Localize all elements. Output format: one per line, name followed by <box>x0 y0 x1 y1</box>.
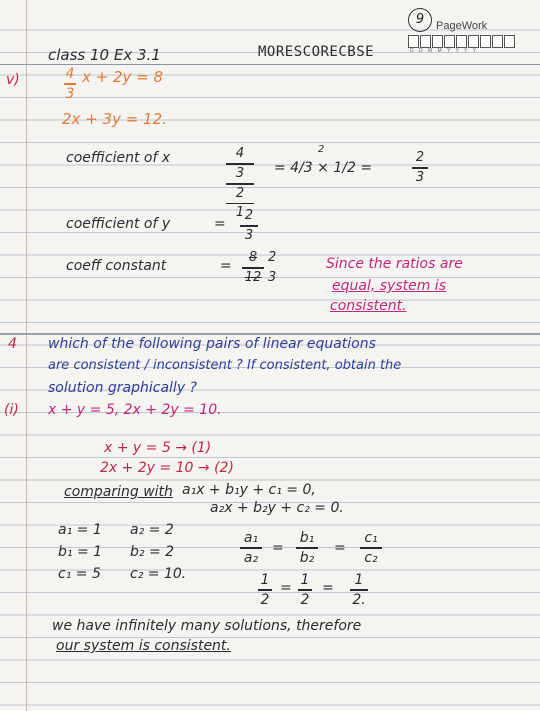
conclusion-line-2: our system is consistent. <box>56 638 231 654</box>
const-den-sub: 3 <box>268 270 277 285</box>
den: b₂ <box>299 549 315 566</box>
margin-line <box>26 0 27 711</box>
den: c₂ <box>364 549 378 566</box>
ratio-a <box>240 530 262 566</box>
note-line-1: Since the ratios are <box>326 256 463 272</box>
fraction-bar <box>360 547 382 549</box>
coef-a2: a₂ = 2 <box>130 522 174 538</box>
fraction-bar <box>296 547 318 549</box>
coef-b1: b₁ = 1 <box>58 544 103 560</box>
den: 3 <box>244 227 254 243</box>
question-number: 4 <box>8 336 17 352</box>
const-num-sup: 2 <box>268 250 277 265</box>
fraction-bar <box>240 225 258 227</box>
num: 2 <box>244 208 254 223</box>
fraction-bar <box>350 589 368 591</box>
date-box <box>480 35 491 48</box>
equation-pair: x + y = 5, 2x + 2y = 10. <box>48 402 222 418</box>
ratio-eq-1: = <box>272 540 284 556</box>
fraction-bar <box>64 83 76 85</box>
date-box <box>420 35 431 48</box>
note-line-2: equal, system is <box>332 278 446 294</box>
page-number-badge <box>408 8 504 54</box>
ratio-value-3 <box>350 572 368 608</box>
num: 4 <box>235 146 245 161</box>
date-box <box>504 35 515 48</box>
eq1-den: 3 <box>65 85 75 102</box>
den: 2. <box>352 591 366 608</box>
labelled-eq-2: 2x + 2y = 10 → (2) <box>100 460 234 476</box>
den: 3 <box>235 165 245 181</box>
num: a₁ <box>243 530 259 546</box>
num: c₁ <box>364 530 378 546</box>
header-rule <box>0 64 540 65</box>
site-label: MORESCORECBSE <box>258 44 375 60</box>
const-eq: = <box>220 258 232 274</box>
num: 1 <box>260 572 270 588</box>
eq2: 2x + 3y = 12. <box>62 110 167 128</box>
ratio-eq-4: = <box>322 580 334 596</box>
section-divider <box>0 333 540 335</box>
brand-label: PageWork <box>436 20 488 32</box>
general-eq-2: a₂x + b₂y + c₂ = 0. <box>210 500 344 516</box>
fraction-bar <box>226 163 254 165</box>
den: 3 <box>415 169 425 185</box>
coef-b2: b₂ = 2 <box>130 544 175 560</box>
coef-x-result <box>412 150 428 186</box>
comparing-label: comparing with <box>64 484 173 500</box>
eq1-fraction <box>64 66 76 102</box>
part-i-marker: (i) <box>4 402 19 418</box>
date-box <box>408 35 419 48</box>
date-box <box>444 35 455 48</box>
question-line-3: solution graphically ? <box>48 380 197 396</box>
general-eq-1: a₁x + b₁y + c₁ = 0, <box>182 482 316 498</box>
date-box <box>492 35 503 48</box>
note-line-3: consistent. <box>330 298 407 314</box>
conclusion-line-1: we have infinitely many solutions, therefore <box>52 618 362 634</box>
coef-x-step-sup: 2 <box>318 144 325 155</box>
coef-x-label: coefficient of x <box>66 150 171 166</box>
ratio-b <box>296 530 318 566</box>
ratio-eq-3: = <box>280 580 292 596</box>
fraction-bar <box>412 167 428 169</box>
question-line-1: which of the following pairs of linear equations <box>48 336 376 352</box>
coef-x-step: = 4/3 × 1/2 = <box>274 160 373 176</box>
ratio-c <box>360 530 382 566</box>
ratio-value-2 <box>298 572 312 608</box>
fraction-bar <box>242 267 264 269</box>
fraction-bar <box>240 547 262 549</box>
num: b₁ <box>299 530 315 546</box>
fraction-bar <box>258 589 272 591</box>
eq1-num: 4 <box>65 66 75 82</box>
class-label: class 10 Ex 3.1 <box>48 46 161 64</box>
den: 1 <box>235 205 245 220</box>
date-box <box>468 35 479 48</box>
fraction-bar <box>226 203 254 205</box>
fraction-bar <box>226 183 254 185</box>
fraction-bar <box>298 589 312 591</box>
eq1-rest: x + 2y = 8 <box>82 68 164 86</box>
coef-y-eq: = <box>214 216 226 232</box>
const-fraction <box>242 250 264 286</box>
question-line-2: are consistent / inconsistent ? If consistent, obtain the <box>48 358 402 373</box>
num: 2 <box>415 150 425 165</box>
num: 1 <box>300 572 310 588</box>
den: 12 <box>244 269 262 285</box>
coef-y-label: coefficient of y <box>66 216 171 232</box>
labelled-eq-1: x + y = 5 → (1) <box>104 440 212 456</box>
date-boxes <box>408 35 515 48</box>
num: 2 <box>235 185 245 201</box>
coef-a1: a₁ = 1 <box>58 522 102 538</box>
coef-y-fraction <box>240 208 258 244</box>
ratio-value-1 <box>258 572 272 608</box>
date-box <box>432 35 443 48</box>
num: 8 <box>248 250 258 265</box>
page-number: 9 <box>408 8 432 32</box>
den: 2 <box>260 591 270 608</box>
ratio-eq-2: = <box>334 540 346 556</box>
num: 1 <box>354 572 364 588</box>
den: 2 <box>300 591 310 608</box>
const-label: coeff constant <box>66 258 167 274</box>
date-labels: D D M M Y Y Y Y <box>410 48 478 54</box>
coef-c1: c₁ = 5 <box>58 566 101 582</box>
date-box <box>456 35 467 48</box>
coef-c2: c₂ = 10. <box>130 566 187 582</box>
part-v-marker: v) <box>6 72 20 88</box>
den: a₂ <box>243 549 259 566</box>
